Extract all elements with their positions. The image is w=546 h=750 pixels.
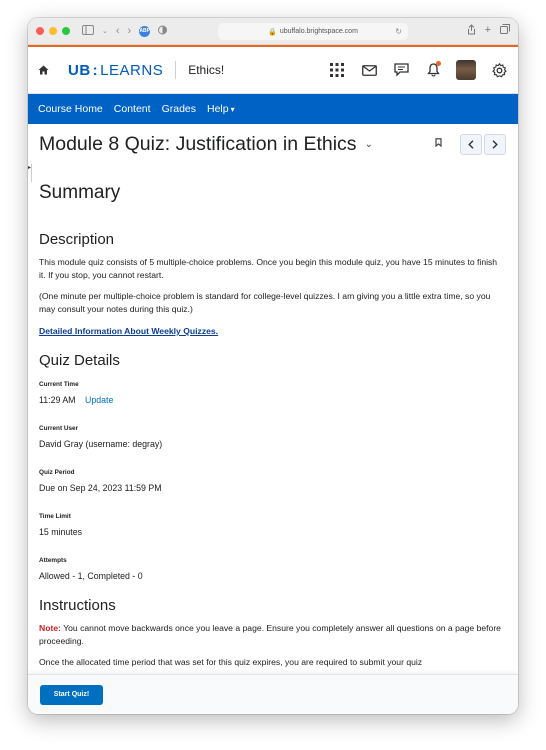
- user-avatar[interactable]: [456, 60, 476, 80]
- bookmark-icon[interactable]: [435, 138, 442, 150]
- title-options-chevron-icon[interactable]: ⌄: [364, 138, 373, 150]
- course-navbar: [28, 94, 518, 124]
- time-limit-value: 15 minutes: [39, 527, 83, 537]
- logo-learns-text: LEARNS: [100, 61, 164, 79]
- note-label: Note:: [39, 623, 61, 633]
- attempts-label: Attempts: [39, 557, 67, 564]
- nav-item-help[interactable]: [207, 103, 235, 115]
- main-content: [28, 124, 518, 695]
- side-panel-toggle[interactable]: ▸: [28, 164, 32, 182]
- minimize-window-button[interactable]: [49, 27, 57, 35]
- sidebar-toggle-icon[interactable]: [82, 25, 94, 38]
- logo-separator: :: [92, 61, 99, 79]
- quiz-period-value: Due on Sep 24, 2023 11:59 PM: [39, 483, 162, 493]
- browser-window: [28, 18, 518, 714]
- window-controls: [36, 27, 70, 35]
- quiz-details-heading: Quiz Details: [39, 352, 120, 369]
- previous-topic-button[interactable]: [460, 134, 482, 155]
- description-paragraph: This module quiz consists of 5 multiple-choice problems. Once you begin this module quiz, you have 15 minutes to finish it. If you stop, you cannot restart.: [39, 257, 498, 280]
- description-note-paragraph: (One minute per multiple-choice problem is standard for college-level quizzes. I am giving you a little extra time, so you may consult your notes during this quiz.): [39, 291, 491, 314]
- nav-item-course-home[interactable]: Course Home: [38, 103, 103, 115]
- chevron-left-icon: [468, 140, 474, 149]
- tab-overview-icon[interactable]: [500, 24, 510, 38]
- settings-gear-icon[interactable]: [490, 61, 508, 79]
- new-tab-icon[interactable]: +: [484, 24, 491, 36]
- current-time-value-row: [39, 395, 506, 405]
- instructions-note-paragraph: [39, 622, 506, 648]
- address-bar-url: ubuffalo.brightspace.com: [279, 28, 358, 35]
- nav-item-help-label: Help: [207, 103, 229, 115]
- description-heading: Description: [39, 231, 115, 248]
- message-envelope-icon[interactable]: [360, 61, 378, 79]
- share-icon[interactable]: [467, 24, 476, 38]
- current-time-label: Current Time: [39, 381, 79, 388]
- chevron-down-icon[interactable]: ⌄: [102, 28, 108, 35]
- current-time-value: 11:29 AM: [39, 395, 76, 405]
- app-header: [28, 47, 518, 94]
- attempts-field: [39, 557, 506, 581]
- subscriptions-chat-icon[interactable]: [392, 61, 410, 79]
- instructions-paragraph: Once the allocated time period that was set for this quiz expires, you are required to submit your quiz: [39, 657, 423, 667]
- weekly-quizzes-info-link[interactable]: Detailed Information About Weekly Quizzes.: [39, 326, 219, 336]
- header-divider: [175, 61, 176, 79]
- reload-icon[interactable]: ↻: [395, 27, 402, 36]
- next-topic-button[interactable]: [484, 134, 506, 155]
- quiz-period-label: Quiz Period: [39, 469, 75, 476]
- nav-item-content[interactable]: Content: [113, 103, 151, 115]
- update-time-link[interactable]: Update: [84, 395, 114, 405]
- time-limit-label: Time Limit: [39, 513, 71, 520]
- browser-toolbar: [28, 18, 518, 45]
- logo-ub-text: UB: [68, 61, 91, 79]
- current-time-field: [39, 381, 506, 405]
- title-row: [39, 132, 506, 156]
- chevron-down-icon: ▾: [230, 105, 235, 114]
- course-selector-grid-icon[interactable]: [328, 61, 346, 79]
- home-icon[interactable]: [38, 63, 56, 78]
- instructions-heading: Instructions: [39, 597, 116, 614]
- adblock-extension-icon[interactable]: ABP: [139, 26, 150, 37]
- nav-item-grades[interactable]: Grades: [161, 103, 196, 115]
- summary-heading: Summary: [39, 182, 121, 203]
- notification-badge: [436, 61, 441, 66]
- time-limit-field: [39, 513, 506, 537]
- quiz-period-field: [39, 469, 506, 493]
- lock-icon: 🔒: [268, 28, 277, 36]
- privacy-shield-icon[interactable]: [158, 25, 167, 38]
- back-arrow-icon[interactable]: ‹: [115, 25, 120, 37]
- note-text: You cannot move backwards once you leave a page. Ensure you completely answer all questions on a page before proceeding.: [39, 623, 501, 646]
- chevron-right-icon: [492, 140, 498, 149]
- attempts-value: Allowed - 1, Completed - 0: [39, 571, 143, 581]
- start-quiz-button[interactable]: Start Quiz!: [40, 685, 103, 705]
- ub-learns-logo[interactable]: [68, 62, 163, 79]
- current-user-value: David Gray (username: degray): [39, 439, 163, 449]
- page-title: Module 8 Quiz: Justification in Ethics: [39, 132, 357, 155]
- forward-arrow-icon[interactable]: ›: [127, 25, 132, 37]
- zoom-window-button[interactable]: [62, 27, 70, 35]
- address-bar[interactable]: [218, 23, 408, 40]
- current-user-field: [39, 425, 506, 449]
- course-name[interactable]: Ethics!: [188, 63, 225, 77]
- close-window-button[interactable]: [36, 27, 44, 35]
- quiz-footer: [28, 674, 518, 714]
- current-user-label: Current User: [39, 425, 79, 432]
- notifications-bell-icon[interactable]: [424, 61, 442, 79]
